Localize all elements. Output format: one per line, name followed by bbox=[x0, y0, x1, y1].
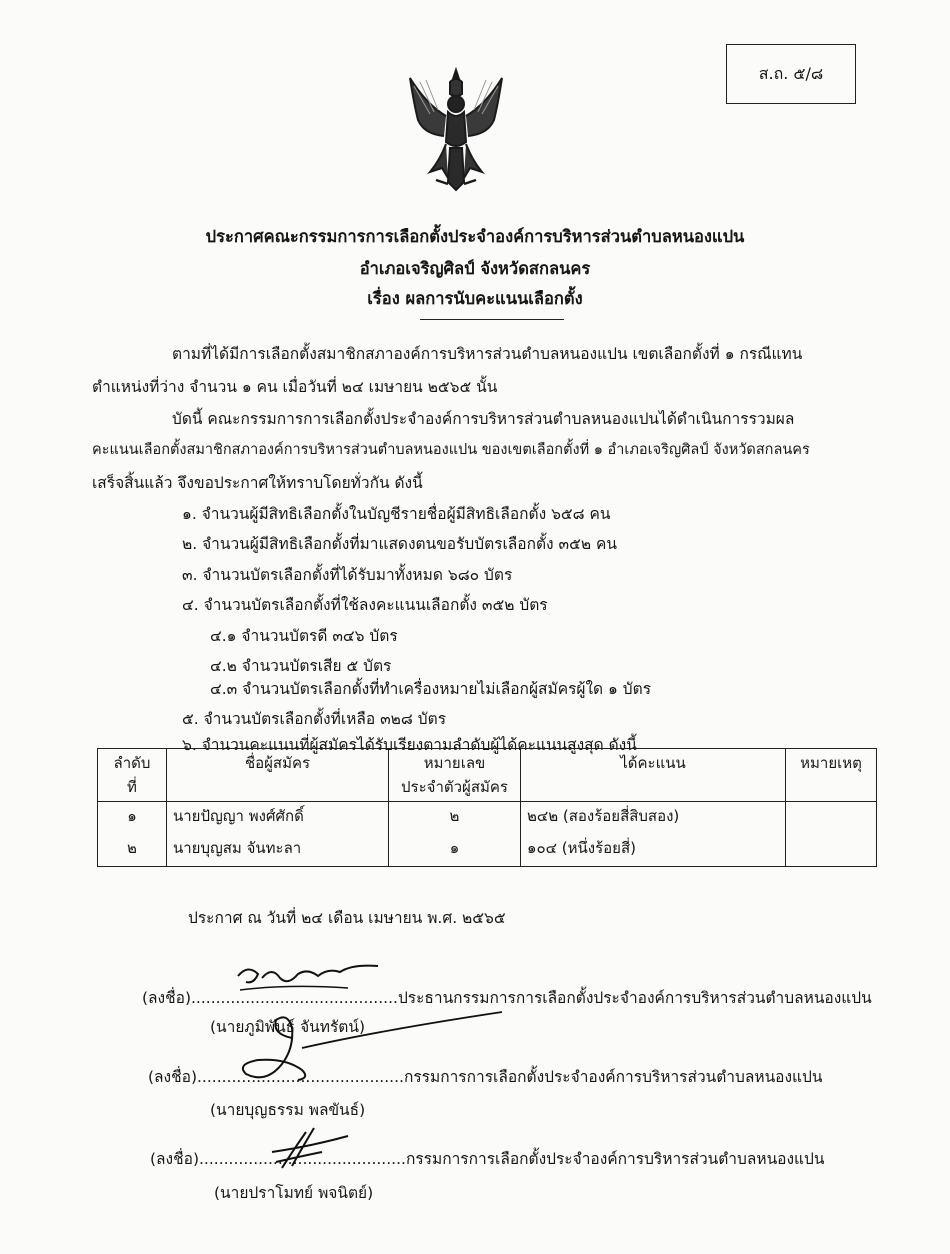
item-3: ๓. จำนวนบัตรเลือกตั้งที่ได้รับมาทั้งหมด ๖๘๐ บัตร bbox=[182, 566, 513, 584]
signature-1-name: (นายภูมิพันธ์ จันทรัตน์) bbox=[210, 1018, 365, 1036]
item-1: ๑. จำนวนผู้มีสิทธิเลือกตั้งในบัญชีรายชื่อผู้มีสิทธิเลือกตั้ง ๖๕๘ คน bbox=[182, 505, 611, 523]
row-score: ๒๔๒ (สองร้อยสี่สิบสอง) bbox=[521, 802, 786, 835]
signature-3-role: กรรมการการเลือกตั้งประจำองค์การบริหารส่วนตำบลหนองแปน bbox=[405, 1150, 825, 1168]
signature-2-dots: .......................................... bbox=[197, 1068, 404, 1086]
row-note bbox=[786, 802, 877, 835]
row-name: นายปัญญา พงศ์ศักดิ์ bbox=[167, 802, 389, 835]
row-rank: ๒ bbox=[98, 834, 167, 867]
form-code: ส.ถ. ๕/๘ bbox=[758, 63, 824, 83]
item-4-1: ๔.๑ จำนวนบัตรดี ๓๔๖ บัตร bbox=[210, 627, 398, 645]
table-row bbox=[98, 834, 877, 867]
item-4-3: ๔.๓ จำนวนบัตรเลือกตั้งที่ทำเครื่องหมายไม่เลือกผู้สมัครผู้ใด ๑ บัตร bbox=[210, 680, 652, 698]
signature-1-dots: .......................................... bbox=[191, 989, 398, 1007]
signature-3-prefix: (ลงชื่อ) bbox=[150, 1150, 199, 1168]
item-6: ๖. จำนวนคะแนนที่ผู้สมัครได้รับเรียงตามลำดับผู้ได้คะแนนสูงสุด ดังนี้ bbox=[182, 736, 637, 754]
form-code-box bbox=[726, 44, 856, 104]
col-number-header: หมายเลข ประจำตัวผู้สมัคร bbox=[389, 749, 521, 802]
garuda-emblem-icon bbox=[400, 64, 512, 196]
row-number: ๒ bbox=[389, 802, 521, 835]
table-row bbox=[98, 802, 877, 835]
table-header-row bbox=[98, 749, 877, 802]
intro-p2-line2: คะแนนเลือกตั้งสมาชิกสภาองค์การบริหารส่วนตำบลหนองแปน ของเขตเลือกตั้งที่ ๑ อำเภอเจริญศิลป์ จังหวัดสกลนคร bbox=[92, 442, 810, 458]
header-line-3: เรื่อง ผลการนับคะแนนเลือกตั้ง bbox=[367, 289, 583, 308]
signature-2-role: กรรมการการเลือกตั้งประจำองค์การบริหารส่วนตำบลหนองแปน bbox=[403, 1068, 823, 1086]
intro-p1-line2: ตำแหน่งที่ว่าง จำนวน ๑ คน เมื่อวันที่ ๒๔ เมษายน ๒๕๖๕ นั้น bbox=[92, 378, 498, 396]
item-4: ๔. จำนวนบัตรเลือกตั้งที่ใช้ลงคะแนนเลือกตั้ง ๓๕๒ บัตร bbox=[182, 596, 548, 614]
signature-2-prefix: (ลงชื่อ) bbox=[148, 1068, 197, 1086]
header-line-1: ประกาศคณะกรรมการการเลือกตั้งประจำองค์การบริหารส่วนตำบลหนองแปน bbox=[205, 227, 745, 246]
row-name: นายบุญสม จันทะลา bbox=[167, 834, 389, 867]
signature-1-prefix: (ลงชื่อ) bbox=[142, 989, 191, 1007]
col-score-header: ได้คะแนน bbox=[521, 749, 786, 802]
row-score: ๑๐๔ (หนึ่งร้อยสี่) bbox=[521, 834, 786, 867]
row-number: ๑ bbox=[389, 834, 521, 867]
row-note bbox=[786, 834, 877, 867]
announce-date: ประกาศ ณ วันที่ ๒๔ เดือน เมษายน พ.ศ. ๒๕๖๕ bbox=[188, 909, 506, 927]
item-2: ๒. จำนวนผู้มีสิทธิเลือกตั้งที่มาแสดงตนขอรับบัตรเลือกตั้ง ๓๕๒ คน bbox=[182, 535, 617, 553]
intro-p2-line1: บัดนี้ คณะกรรมการการเลือกตั้งประจำองค์การบริหารส่วนตำบลหนองแปนได้ดำเนินการรวมผล bbox=[172, 410, 795, 428]
item-4-2: ๔.๒ จำนวนบัตรเสีย ๕ บัตร bbox=[210, 657, 392, 675]
handwritten-signature-3 bbox=[262, 1122, 362, 1172]
item-5: ๕. จำนวนบัตรเลือกตั้งที่เหลือ ๓๒๘ บัตร bbox=[182, 710, 447, 728]
handwritten-signature-2 bbox=[232, 1008, 512, 1088]
handwritten-signature-1 bbox=[228, 958, 388, 998]
col-name-header: ชื่อผู้สมัคร bbox=[167, 749, 389, 802]
signature-2-name: (นายบุญธรรม พลขันธ์) bbox=[210, 1101, 366, 1119]
intro-p1-line1: ตามที่ได้มีการเลือกตั้งสมาชิกสภาองค์การบริหารส่วนตำบลหนองแปน เขตเลือกตั้งที่ ๑ กรณีแทน bbox=[172, 345, 803, 363]
signature-3-line bbox=[150, 1146, 824, 1171]
signature-3-name: (นายปราโมทย์ พจนิตย์) bbox=[214, 1184, 374, 1202]
col-rank-header: ลำดับ ที่ bbox=[98, 749, 167, 802]
signature-3-dots: .......................................... bbox=[199, 1150, 406, 1168]
col-note-header: หมายเหตุ bbox=[786, 749, 877, 802]
signature-1-role: ประธานกรรมการการเลือกตั้งประจำองค์การบริหารส่วนตำบลหนองแปน bbox=[397, 989, 872, 1007]
results-table bbox=[97, 748, 877, 867]
title-divider bbox=[420, 319, 564, 320]
row-rank: ๑ bbox=[98, 802, 167, 835]
header-line-2: อำเภอเจริญศิลป์ จังหวัดสกลนคร bbox=[359, 259, 591, 278]
intro-p2-line3: เสร็จสิ้นแล้ว จึงขอประกาศให้ทราบโดยทั่วกัน ดังนี้ bbox=[92, 474, 423, 492]
